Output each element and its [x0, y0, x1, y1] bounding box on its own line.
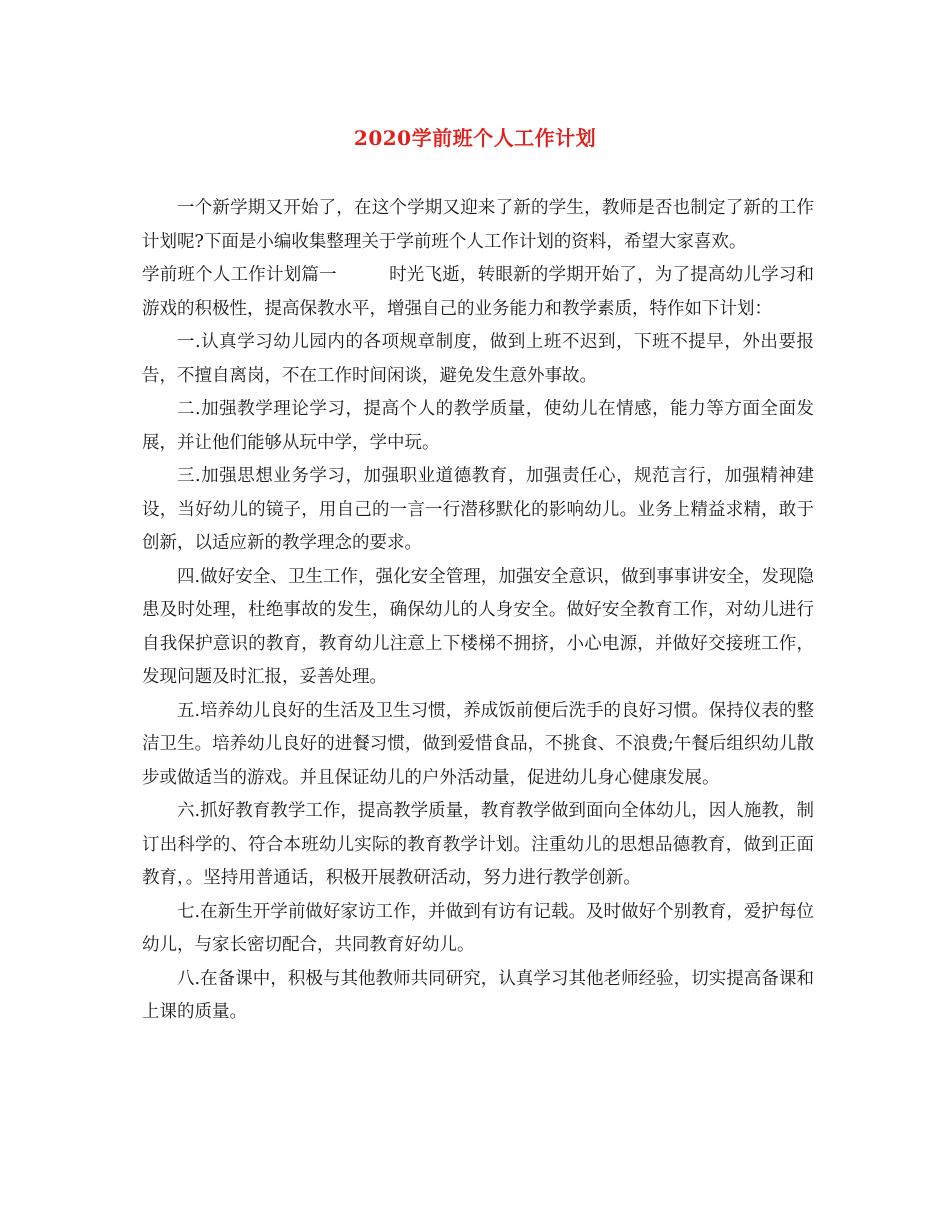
plan-item-8: 八.在备课中，积极与其他教师共同研究，认真学习其他老师经验，切实提高备课和上课的质量。: [142, 968, 814, 1022]
document-body: [142, 192, 814, 1030]
section-intro: 时光飞逝，转眼新的学期开始了，为了提高幼儿学习和游戏的积极性，提高保教水平，增强自己的业务能力和教学素质，特作如下计划：: [142, 265, 815, 319]
plan-item-1: 一.认真学习幼儿园内的各项规章制度，做到上班不迟到，下班不提早，外出要报告，不擅自离岗，不在工作时间闲谈，避免发生意外事故。: [142, 332, 814, 386]
plan-item-7: 七.在新生开学前做好家访工作，并做到有访有记载。及时做好个别教育，爱护每位幼儿，与家长密切配合，共同教育好幼儿。: [142, 901, 814, 955]
intro-paragraph: 一个新学期又开始了，在这个学期又迎来了新的学生，教师是否也制定了新的工作计划呢?下面是小编收集整理关于学前班个人工作计划的资料，希望大家喜欢。: [142, 198, 814, 252]
plan-item-5: 五.培养幼儿良好的生活及卫生习惯，养成饭前便后洗手的良好习惯。保持仪表的整洁卫生。培养幼儿良好的进餐习惯，做到爱惜食品，不挑食、不浪费;午餐后组织幼儿散步或做适当的游戏。并且保证幼儿的户外活动量，促进幼儿身心健康发展。: [142, 700, 814, 788]
section-heading: 学前班个人工作计划篇一: [142, 265, 337, 285]
plan-item-2: 二.加强教学理论学习，提高个人的教学质量，使幼儿在情感，能力等方面全面发展，并让他们能够从玩中学，学中玩。: [142, 399, 814, 453]
section-paragraph: [142, 259, 814, 326]
document-title: 2020学前班个人工作计划: [353, 126, 597, 150]
plan-item-3: 三.加强思想业务学习，加强职业道德教育，加强责任心，规范言行，加强精神建设，当好幼儿的镜子，用自己的一言一行潜移默化的影响幼儿。业务上精益求精，敢于创新，以适应新的教学理念的要求。: [142, 466, 814, 553]
plan-item-6: 六.抓好教育教学工作，提高教学质量，教育教学做到面向全体幼儿，因人施教，制订出科学的、符合本班幼儿实际的教育教学计划。注重幼儿的思想品德教育，做到正面教育，。坚持用普通话，积极开展教研活动，努力进行教学创新。: [142, 801, 814, 888]
plan-item-4: 四.做好安全、卫生工作，强化安全管理，加强安全意识，做到事事讲安全，发现隐患及时处理，杜绝事故的发生，确保幼儿的人身安全。做好安全教育工作，对幼儿进行自我保护意识的教育，教育幼儿注意上下楼梯不拥挤，小心电源，并做好交接班工作，发现问题及时汇报，妥善处理。: [142, 566, 814, 687]
